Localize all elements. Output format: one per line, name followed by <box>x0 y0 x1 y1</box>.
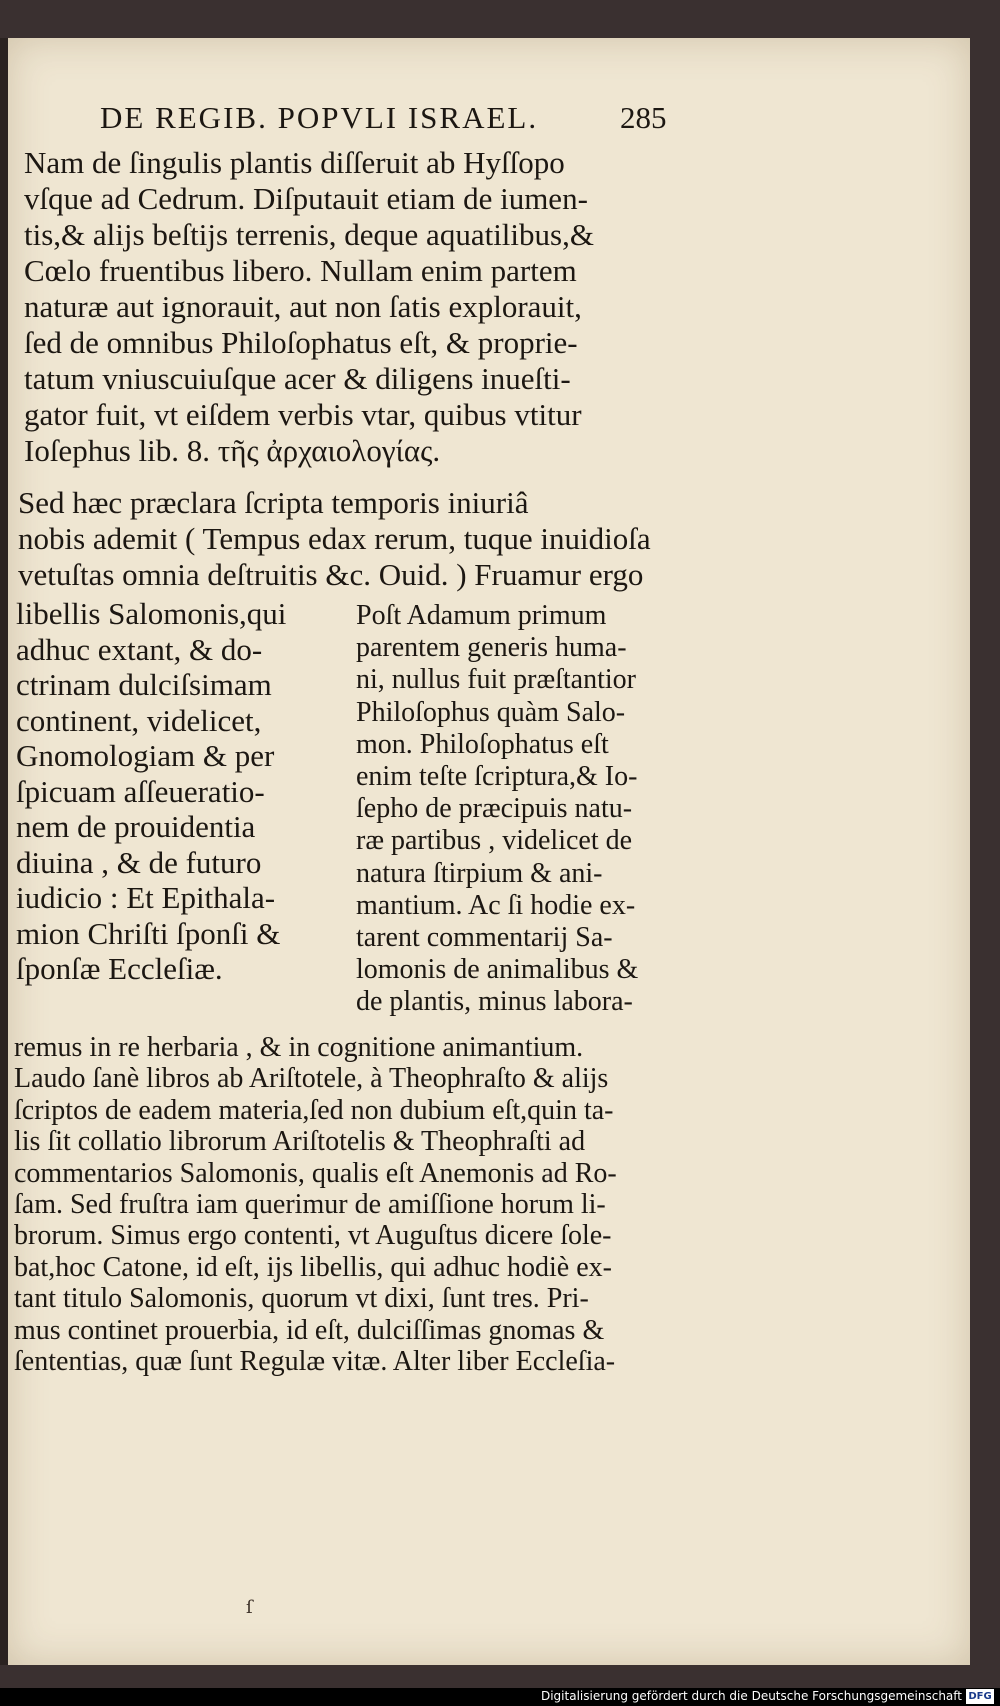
second-paragraph-intro-line: vetuſtas omnia deſtruitis &c. Ouid. ) Fruamur ergo <box>18 557 644 592</box>
bottom-paragraph-line: ſententias, quæ ſunt Regulæ vitæ. Alter liber Eccleſia- <box>14 1346 616 1377</box>
bottom-paragraph-line: commentarios Salomonis, qualis eſt Anemonis ad Ro- <box>14 1157 617 1189</box>
right-column-line: enim teſte ſcriptura,& Io- <box>356 761 638 792</box>
left-column-line: ſponſæ Eccleſiæ. <box>16 951 223 986</box>
bottom-paragraph-line: remus in re herbaria , & in cognitione animantium. <box>14 1032 584 1063</box>
left-column-line: diuina , & de futuro <box>16 844 262 880</box>
left-column-line: iudicio : Et Epithala- <box>16 880 276 915</box>
top-paragraph-line: Ioſephus lib. 8. τῆς ἀρχαιολογίας. <box>24 433 441 468</box>
bottom-paragraph-line: Laudo ſanè libros ab Ariſtotele, à Theophraſto & alijs <box>14 1063 609 1095</box>
right-column-line: lomonis de animalibus & <box>356 954 639 986</box>
top-paragraph-line: tis,& alijs beſtijs terrenis, deque aquatilibus,& <box>24 217 594 252</box>
right-column-line: tarent commentarij Sa- <box>356 922 613 953</box>
bottom-paragraph-line: lis ſit collatio librorum Ariſtotelis & Theophraſti ad <box>14 1126 586 1158</box>
top-paragraph-line: Nam de ſingulis plantis diſſeruit ab Hyſſopo <box>24 145 565 180</box>
top-paragraph-line: ſed de omnibus Philoſophatus eſt, & proprie- <box>24 325 578 360</box>
bottom-paragraph-line: ſcriptos de eadem materia,ſed non dubium eſt,quin ta- <box>14 1094 614 1126</box>
bottom-paragraph-line: mus continet prouerbia, id eſt, dulciſſimas gnomas & <box>14 1314 605 1346</box>
right-column-line: Poſt Adamum primum <box>356 600 607 631</box>
right-column-line: de plantis, minus labora- <box>356 986 633 1018</box>
bottom-paragraph-line: ſam. Sed fruſtra iam querimur de amiſſione horum li- <box>14 1189 606 1220</box>
right-column-line: mantium. Ac ſi hodie ex- <box>356 889 636 921</box>
left-column-line: mion Chriſti ſponſi & <box>16 915 281 951</box>
bottom-paragraph-line: tant titulo Salomonis, quorum vt dixi, ſunt tres. Pri- <box>14 1283 589 1315</box>
right-column-line: parentem generis huma- <box>356 632 627 664</box>
right-column-line: ræ partibus , videlicet de <box>356 825 633 857</box>
running-title: DE REGIB. POPVLI ISRAEL. <box>100 100 539 135</box>
right-column-line: ni, nullus fuit præſtantior <box>356 664 636 696</box>
right-column-line: natura ſtirpium & ani- <box>356 857 603 889</box>
left-column-line: adhuc extant, & do- <box>16 631 263 667</box>
second-paragraph-intro-line: nobis ademit ( Tempus edax rerum, tuque inuidioſa <box>18 521 651 556</box>
left-column-line: libellis Salomonis,qui <box>16 596 287 631</box>
footer-credit: Digitalisierung gefördert durch die Deutsche Forschungsgemeinschaft <box>540 1689 962 1703</box>
page-number: 285 <box>620 100 667 135</box>
top-paragraph-line: vſque ad Cedrum. Diſputauit etiam de iumen- <box>24 181 588 216</box>
left-column-line: ſpicuam aſſeueratio- <box>16 773 265 809</box>
right-column-line: Philoſophus quàm Salo- <box>356 696 626 728</box>
left-column-line: Gnomologiam & per <box>16 738 275 773</box>
top-paragraph-line: Cœlo fruentibus libero. Nullam enim partem <box>24 253 577 288</box>
right-column-line: mon. Philoſophatus eſt <box>356 728 609 760</box>
left-column-line: ctrinam dulciſsimam <box>16 667 272 702</box>
top-paragraph-line: tatum vniuscuiuſque acer & diligens inueſti- <box>24 361 571 396</box>
right-column-line: ſepho de præcipuis natu- <box>356 793 633 825</box>
top-paragraph-line: gator fuit, vt eiſdem verbis vtar, quibus vtitur <box>24 397 582 432</box>
top-paragraph-line: naturæ aut ignorauit, aut non ſatis explorauit, <box>24 289 582 324</box>
dfg-logo: DFG <box>966 1689 994 1704</box>
bottom-paragraph-line: brorum. Simus ergo contenti, vt Auguſtus dicere ſole- <box>14 1220 612 1252</box>
second-paragraph-intro-line: Sed hæc præclara ſcripta temporis iniuriâ <box>18 485 529 520</box>
bottom-mark: ſ <box>246 1597 253 1618</box>
left-column-line: nem de prouidentia <box>16 809 256 844</box>
bottom-paragraph-line: bat,hoc Catone, id eſt, ijs libellis, qui adhuc hodiè ex- <box>14 1251 612 1283</box>
left-column-line: continent, videlicet, <box>16 702 262 738</box>
